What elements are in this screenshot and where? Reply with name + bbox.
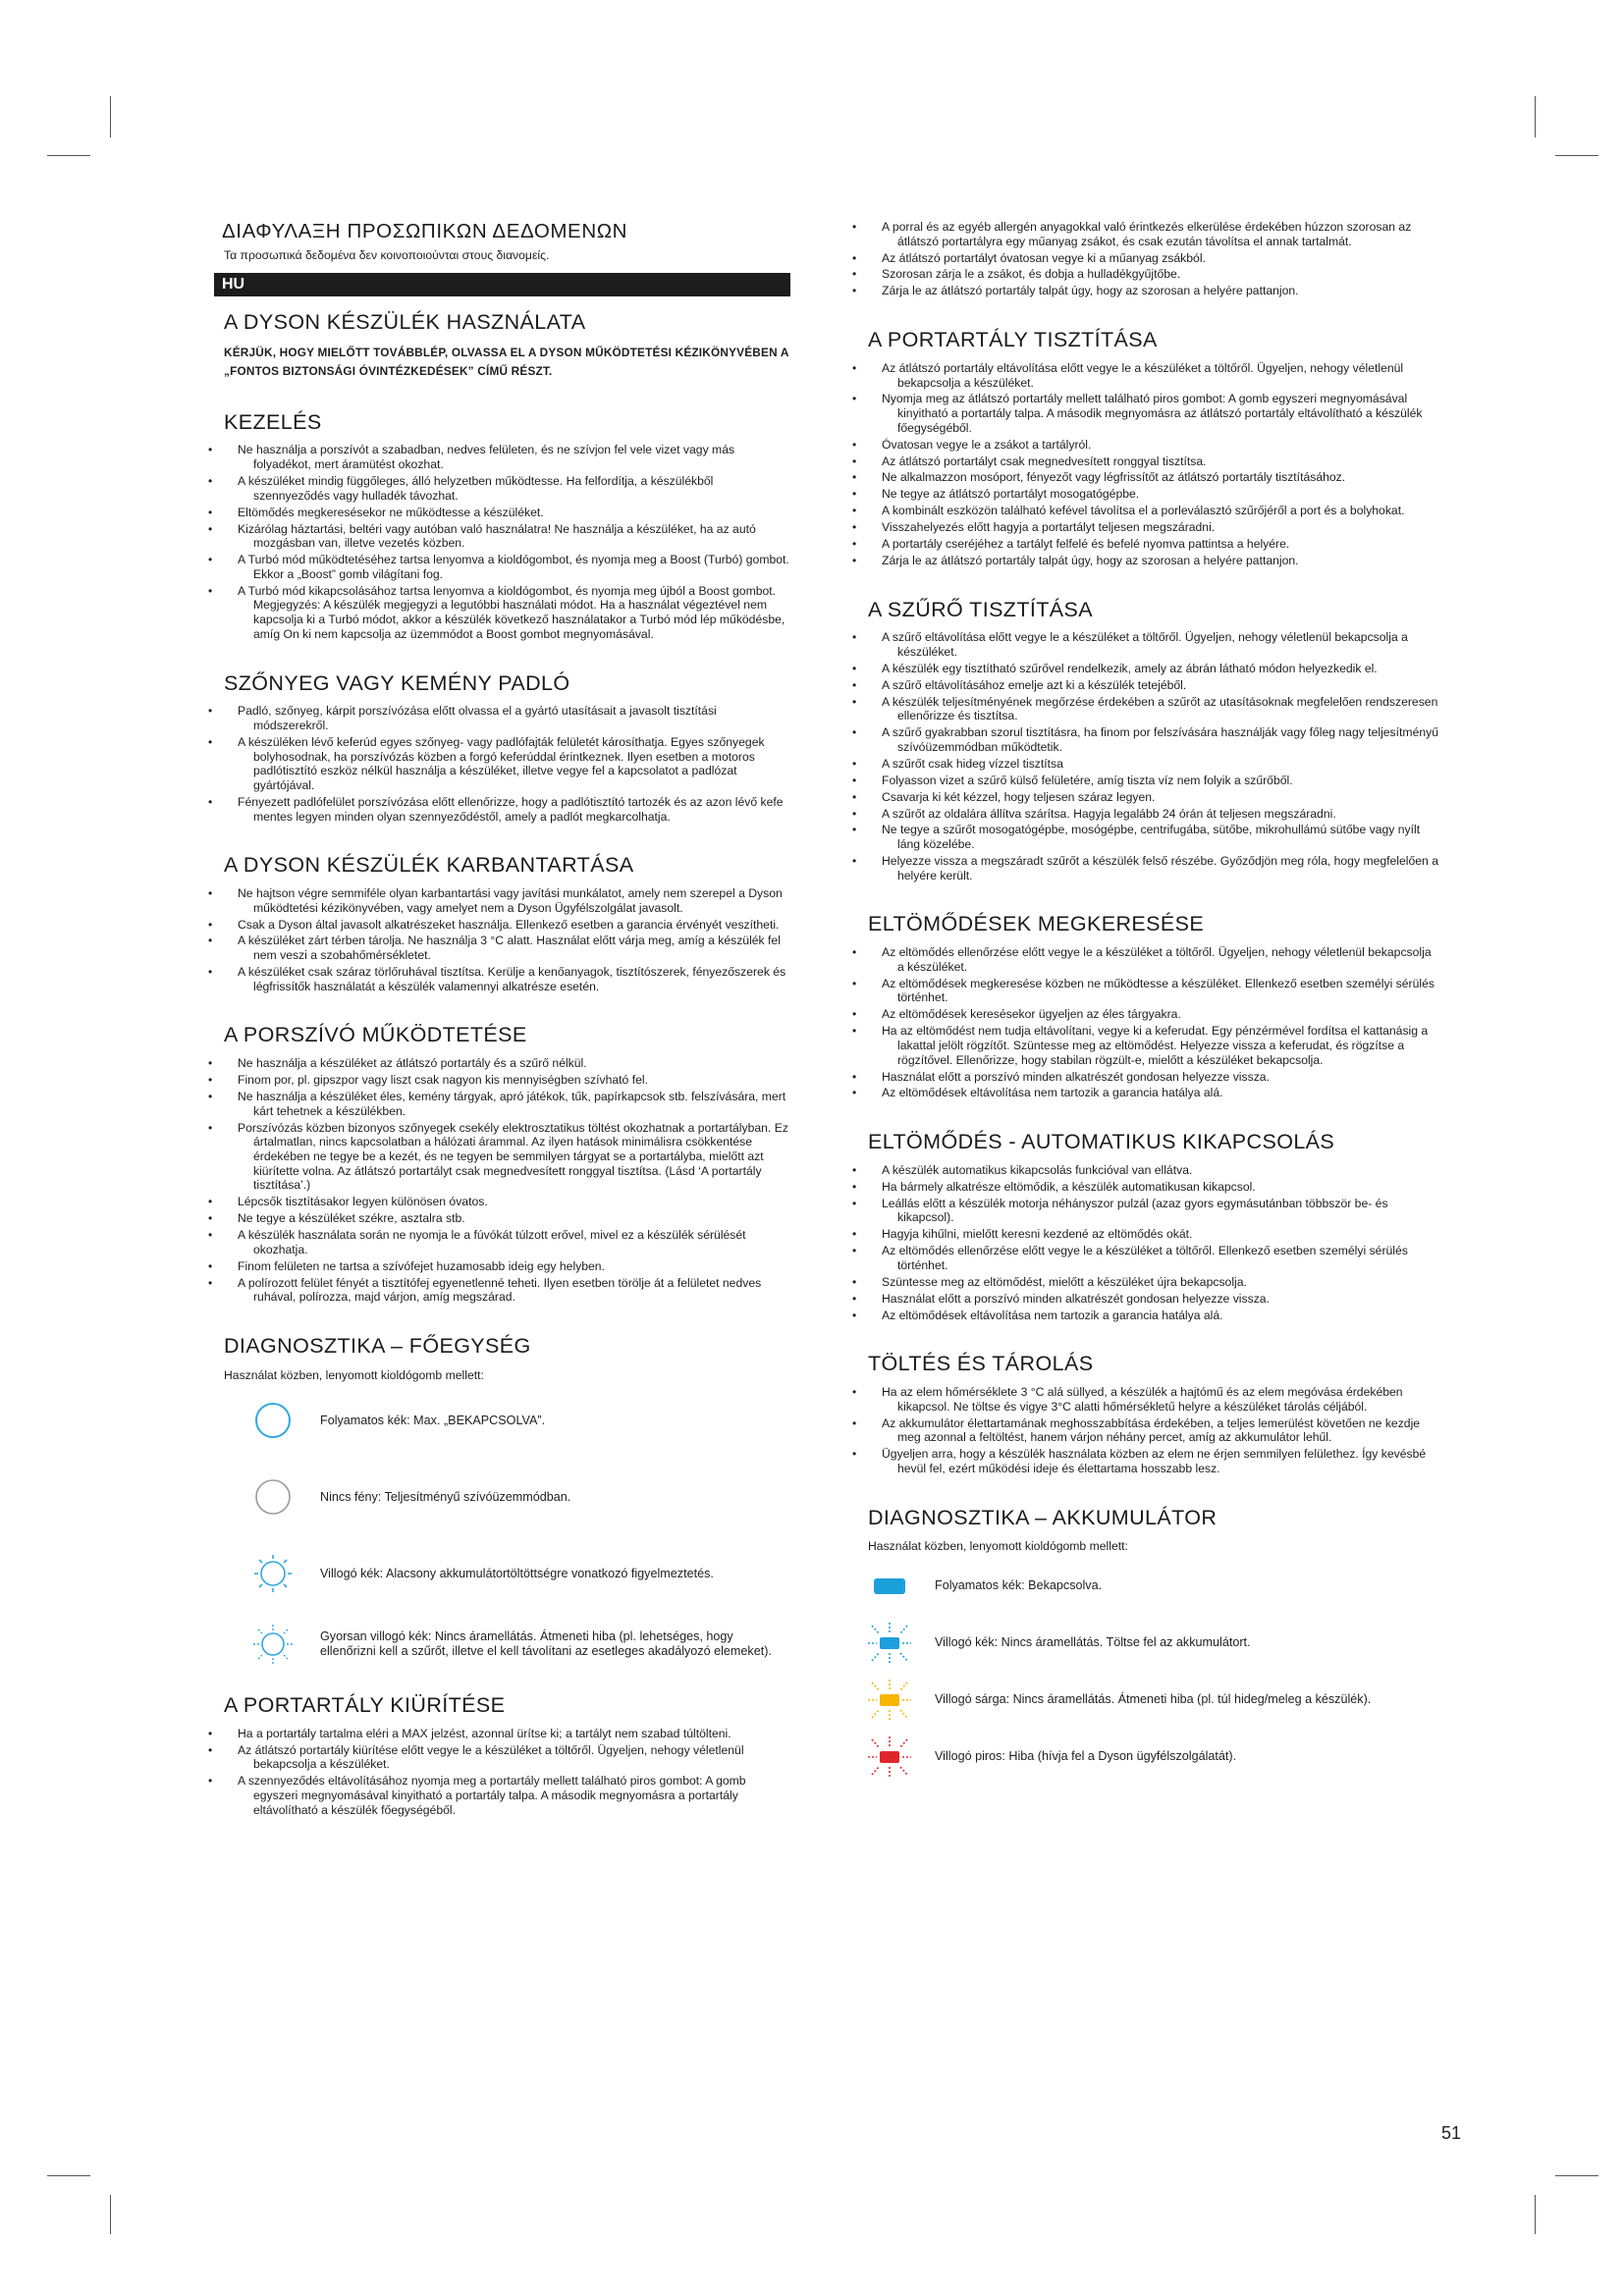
szuro-title: A SZŰRŐ TISZTÍTÁSA bbox=[868, 597, 1094, 621]
flashing-blue-ring-icon bbox=[253, 1554, 293, 1593]
list-item: • A készülék használata során ne nyomja le a fúvókát túlzott erővel, mivel ez a készülék sérülését okozhatja. bbox=[206, 1228, 790, 1256]
list-item: • Helyezze vissza a megszáradt szűrőt a készülék felső részébe. Győződjön meg róla, hogy megfelelően a helyére került. bbox=[850, 854, 1439, 882]
list-item: • Az eltömődések eltávolítása nem tartozik a garancia hatálya alá. bbox=[850, 1308, 1439, 1323]
eltomodes-title: ELTÖMŐDÉSEK MEGKERESÉSE bbox=[868, 912, 1205, 936]
list-item: • Csavarja ki két kézzel, hogy teljesen száraz legyen. bbox=[850, 790, 1439, 805]
list-item: • Fényezett padlófelület porszívózása előtt ellenőrizze, hogy a padlótisztító tartozék és az azon lévő kefe mentes legyen minden olyan szennyeződéstől, amely a padlót megkarcolhatja. bbox=[206, 795, 790, 824]
diag-text: Folyamatos kék: Max. „BEKAPCSOLVA”. bbox=[320, 1413, 546, 1427]
list-item: • Porszívózás közben bizonyos szőnyegek csekély elektrosztatikus töltést okozhatnak a portartályban. Ez ártalmatlan, nincs kapcsolatban a hálózati árammal. Az ilyen hatások minimálisra csökkentése érdekében ne tegye be a kezét, és ne tegyen be semmilyen tárgyat se a portartályba, mielőtt azt kiürítette volna. Az átlátszó portartályt csak megnedvesített ronggyal tisztítsa. (Lásd ‘A portartály tisztítása’.) bbox=[206, 1121, 790, 1194]
list-item: • A készülék teljesítményének megőrzése érdekében a szűrőt az utasításoknak megfelelően rendszeresen ellenőrizze és tisztítsa. bbox=[850, 695, 1439, 723]
list-item: • Szüntesse meg az eltömődést, mielőtt a készüléket újra bekapcsolja. bbox=[850, 1275, 1439, 1290]
karbantartas-title: A DYSON KÉSZÜLÉK KARBANTARTÁSA bbox=[224, 853, 634, 878]
toltes-section bbox=[850, 1352, 1439, 1475]
mukodtetes-list bbox=[206, 1056, 790, 1305]
diag-text: Gyorsan villogó kék: Nincs áramellátás. Átmeneti hiba (pl. lehetséges, hogy ellenőrizni kell a szűrőt, illetve el kell távolítani az esetleges akadályozó elemeket). bbox=[320, 1629, 772, 1659]
crop-mark bbox=[110, 2195, 111, 2234]
list-item: • Az átlátszó portartály eltávolítása előtt vegye le a készüléket a töltőről. Ügyeljen, nehogy véletlenül bekapcsolja a készüléket. bbox=[850, 361, 1439, 390]
list-item: • Visszahelyezés előtt hagyja a portartályt teljesen megszáradni. bbox=[850, 520, 1439, 535]
crop-mark bbox=[47, 2175, 90, 2176]
list-item: • Leállás előtt a készülék motorja néhányszor pulzál (azaz gyors egymásutánban többször be- és kikapcsol). bbox=[850, 1197, 1439, 1225]
list-item: • Az eltömődések eltávolítása nem tartozik a garancia hatálya alá. bbox=[850, 1086, 1439, 1100]
tisztitas-list bbox=[850, 361, 1439, 568]
list-item: • A szennyeződés eltávolításához nyomja meg a portartály mellett található piros gombot: A gomb egyszeri megnyomásával kinyitható a portartály talpa. A második megnyomásra a portartály eltávolítható a készülék főegységéből. bbox=[206, 1774, 790, 1817]
battery-row bbox=[868, 1679, 1439, 1722]
urites-continued-section bbox=[850, 220, 1439, 298]
privacy-section bbox=[206, 220, 790, 263]
tisztitas-section bbox=[850, 328, 1439, 568]
usage-section bbox=[206, 310, 790, 381]
list-item: • Ha bármely alkatrésze eltömődik, a készülék automatikusan kikapcsol. bbox=[850, 1180, 1439, 1195]
battery-text: Villogó piros: Hiba (hívja fel a Dyson ügyfélszolgálatát). bbox=[935, 1749, 1237, 1764]
list-item: • Ne használja a készüléket éles, kemény tárgyak, apró játékok, tűk, papírkapcsok stb. felszívására, mert kárt tehetnek a készülékben. bbox=[206, 1090, 790, 1118]
list-item: • A készülék egy tisztítható szűrővel rendelkezik, amely az ábrán látható módon helyezkedik el. bbox=[850, 662, 1439, 676]
szonyeg-title: SZŐNYEG VAGY KEMÉNY PADLÓ bbox=[224, 670, 570, 695]
list-item: • A készüléken lévő keferúd egyes szőnyeg- vagy padlófajták felületét károsíthatja. Egyes szőnyegek bolyhosodnak, ha porszívózás közben a forgó keferúddal érintkeznek. Ilyen esetben a motoros padlótisztító eszköz nélkül használja a készüléket, illetve vegye fel a kapcsolatot a padlózat gyártójával. bbox=[206, 735, 790, 793]
auto-title: ELTÖMŐDÉS - AUTOMATIKUS KIKAPCSOLÁS bbox=[868, 1130, 1335, 1154]
list-item: • Hagyja kihűlni, mielőtt keresni kezdené az eltömődés okát. bbox=[850, 1227, 1439, 1242]
list-item: • Ha az eltömődést nem tudja eltávolítani, vegye ki a keferudat. Egy pénzérmével fordítsa el kattanásig a lakattal jelölt rögzítőt. Szüntesse meg az eltömődést. Helyezze vissza a keferudat, és rögzítse a rögzítővel. Ellenőrizze, hogy stabilan rögzült-e, mielőtt a készüléket bekapcsolja. bbox=[850, 1024, 1439, 1067]
karbantartas-section bbox=[206, 853, 790, 993]
flashing-red-battery-icon bbox=[868, 1735, 911, 1779]
diag-main-intro: Használat közben, lenyomott kioldógomb mellett: bbox=[224, 1367, 484, 1382]
toltes-title: TÖLTÉS ÉS TÁROLÁS bbox=[868, 1352, 1094, 1376]
crop-mark bbox=[47, 155, 90, 156]
kezeles-title: KEZELÉS bbox=[224, 409, 322, 434]
list-item: • A Turbó mód kikapcsolásához tartsa lenyomva a kioldógombot, és nyomja meg újból a Boost gombot. Megjegyzés: A készülék megjegyzi a legutóbbi használati módot. Ha a használat végeztével nem kapcsolja ki a Turbó módot, akkor a készülék következő használatakor a Turbó mód lép működésbe, amíg On ki nem kapcsolja az üzemmódot a Boost gombot megnyomásával. bbox=[206, 584, 790, 642]
list-item: • Szorosan zárja le a zsákot, és dobja a hulladékgyűjtőbe. bbox=[850, 267, 1439, 282]
list-item: • Az eltömődés ellenőrzése előtt vegye le a készüléket a töltőről. Ügyeljen, nehogy véletlenül bekapcsolja a készüléket. bbox=[850, 945, 1439, 974]
list-item: • A szűrő eltávolításához emelje azt ki a készülék tetejéből. bbox=[850, 678, 1439, 693]
list-item: • Az átlátszó portartályt csak megnedvesített ronggyal tisztítsa. bbox=[850, 454, 1439, 469]
flashing-amber-battery-icon bbox=[868, 1679, 911, 1722]
list-item: • A kombinált eszközön található kefével távolítsa el a porleválasztó szűrőjéről a port és a bolyhokat. bbox=[850, 504, 1439, 518]
battery-row bbox=[868, 1565, 1439, 1608]
list-item: • A szűrő gyakrabban szorul tisztításra, ha finom por felszívására használják vagy főleg nagy teljesítményű szívóüzemmódban működtetik. bbox=[850, 725, 1439, 754]
diag-text: Villogó kék: Alacsony akkumulátortöltöttségre vonatkozó figyelmeztetés. bbox=[320, 1566, 714, 1580]
crop-mark bbox=[1555, 155, 1598, 156]
list-item: • Zárja le az átlátszó portartály talpát úgy, hogy az szorosan a helyére pattanjon. bbox=[850, 554, 1439, 568]
grey-ring-icon bbox=[253, 1477, 293, 1517]
list-item: • Az átlátszó portartály kiürítése előtt vegye le a készüléket a töltőről. Ügyeljen, nehogy véletlenül bekapcsolja a készüléket. bbox=[206, 1743, 790, 1772]
list-item: • Az eltömődések keresésekor ügyeljen az éles tárgyakra. bbox=[850, 1007, 1439, 1022]
crop-mark bbox=[1535, 96, 1536, 137]
szuro-list bbox=[850, 630, 1439, 882]
page-number: 51 bbox=[1441, 2123, 1462, 2143]
list-item: • Az eltömődés ellenőrzése előtt vegye le a készüléket a töltőről. Ellenkező esetben személyi sérülés történhet. bbox=[850, 1244, 1439, 1272]
diag-main-section bbox=[206, 1334, 790, 1664]
kezeles-section bbox=[206, 410, 790, 642]
urites-continued-list bbox=[850, 220, 1439, 298]
auto-list bbox=[850, 1163, 1439, 1322]
urites-title: A PORTARTÁLY KIÜRÍTÉSE bbox=[224, 1693, 506, 1718]
list-item: • A készüléket zárt térben tárolja. Ne használja 3 °C alatt. Használat előtt várja meg, amíg a készülék fel nem veszi a szobahőmérsékletet. bbox=[206, 934, 790, 962]
battery-text: Folyamatos kék: Bekapcsolva. bbox=[935, 1578, 1103, 1593]
crop-mark bbox=[1535, 2195, 1536, 2234]
usage-title: A DYSON KÉSZÜLÉK HASZNÁLATA bbox=[224, 310, 586, 335]
list-item: • Ne hajtson végre semmiféle olyan karbantartási vagy javítási munkálatot, amely nem szerepel a Dyson működtetési kézikönyvében, vagy amelyet nem a Dyson Ügyfélszolgálat javasolt. bbox=[206, 886, 790, 915]
list-item: • A Turbó mód működtetéséhez tartsa lenyomva a kioldógombot, és nyomja meg a Boost (Turbó) gombot. Ekkor a „Boost” gomb világítani fog. bbox=[206, 553, 790, 581]
diag-row bbox=[253, 1554, 790, 1593]
list-item: • Ne tegye a készüléket székre, asztalra stb. bbox=[206, 1211, 790, 1226]
list-item: • Lépcsők tisztításakor legyen különösen óvatos. bbox=[206, 1195, 790, 1209]
list-item: • Finom por, pl. gipszpor vagy liszt csak nagyon kis mennyiségben szívható fel. bbox=[206, 1073, 790, 1088]
left-column bbox=[206, 220, 790, 1820]
kezeles-list bbox=[206, 443, 790, 641]
list-item: • Óvatosan vegye le a zsákot a tartályról. bbox=[850, 438, 1439, 453]
list-item: • Padló, szőnyeg, kárpit porszívózása előtt olvassa el a gyártó utasításait a javasolt tisztítási módszerekről. bbox=[206, 704, 790, 732]
list-item: • Ügyeljen arra, hogy a készülék használata közben az elem ne érjen semmilyen felülethez. Így kevésbé hevül fel, ezért működési ideje és élettartama hosszabb lesz. bbox=[850, 1447, 1439, 1475]
list-item: • Ne tegye a szűrőt mosogatógépbe, mosógépbe, centrifugába, sütőbe, mikrohullámú sütőbe vagy nyílt láng közelébe. bbox=[850, 823, 1439, 851]
privacy-text: Τα προσωπικά δεδομένα δεν κοινοποιούνται στους διανομείς. bbox=[224, 247, 550, 262]
diag-text: Nincs fény: Teljesítményű szívóüzemmódban. bbox=[320, 1489, 571, 1504]
list-item: • Eltömődés megkeresésekor ne működtesse a készüléket. bbox=[206, 506, 790, 520]
crop-mark bbox=[1555, 2175, 1598, 2176]
solid-blue-ring-icon bbox=[253, 1401, 293, 1440]
battery-row bbox=[868, 1735, 1439, 1779]
battery-text: Villogó sárga: Nincs áramellátás. Átmeneti hiba (pl. túl hideg/meleg a készülék). bbox=[935, 1692, 1372, 1707]
diag-main-title: DIAGNOSZTIKA – FŐEGYSÉG bbox=[224, 1333, 531, 1358]
list-item: • A készüléket mindig függőleges, álló helyzetben működtesse. Ha felfordítja, a készülékből szennyeződés vagy hulladék távozhat. bbox=[206, 474, 790, 503]
eltomodes-section bbox=[850, 912, 1439, 1100]
battery-text: Villogó kék: Nincs áramellátás. Töltse fel az akkumulátort. bbox=[935, 1635, 1251, 1650]
toltes-list bbox=[850, 1385, 1439, 1476]
mukodtetes-title: A PORSZÍVÓ MŰKÖDTETÉSE bbox=[224, 1023, 527, 1047]
list-item: • A készülék automatikus kikapcsolás funkcióval van ellátva. bbox=[850, 1163, 1439, 1178]
privacy-title: ΔΙΑΦΥΛΑΞΗ ΠΡΟΣΩΠΙΚΩΝ ΔΕΔΟΜΕΝΩΝ bbox=[222, 220, 628, 242]
fast-flashing-blue-ring-icon bbox=[253, 1625, 293, 1664]
list-item: • A polírozott felület fényét a tisztítófej egyenetlenné teheti. Ilyen esetben törölje át a felületet nedves ruhával, polírozza, majd várjon, amíg megszárad. bbox=[206, 1276, 790, 1305]
battery-row bbox=[868, 1622, 1439, 1665]
safety-note: KÉRJÜK, HOGY MIELŐTT TOVÁBBLÉP, OLVASSA EL A DYSON MŰKÖDTETÉSI KÉZIKÖNYVÉBEN A „FONTOS BIZTONSÁGI ÓVINTÉZKEDÉSEK” CÍMŰ RÉSZT. bbox=[224, 345, 789, 378]
list-item: • A készüléket csak száraz törlőruhával tisztítsa. Kerülje a kenőanyagok, tisztítószerek, fényezőszerek és légfrissítők használatát a készülék valamennyi alkatrésze esetén. bbox=[206, 965, 790, 993]
list-item: • Kizárólag háztartási, beltéri vagy autóban való használatra! Ne használja a készüléket, ha az autó mozgásban van, illetve vezetés közben. bbox=[206, 522, 790, 551]
list-item: • Használat előtt a porszívó minden alkatrészét gondosan helyezze vissza. bbox=[850, 1070, 1439, 1085]
list-item: • Ne tegye az átlátszó portartályt mosogatógépbe. bbox=[850, 487, 1439, 502]
crop-mark bbox=[110, 96, 111, 137]
list-item: • A szűrőt csak hideg vízzel tisztítsa bbox=[850, 757, 1439, 772]
auto-section bbox=[850, 1130, 1439, 1322]
list-item: • Használat előtt a porszívó minden alkatrészét gondosan helyezze vissza. bbox=[850, 1292, 1439, 1307]
list-item: • A szűrőt az oldalára állítva szárítsa. Hagyja legalább 24 órán át teljesen megszáradni. bbox=[850, 807, 1439, 822]
right-column bbox=[850, 220, 1439, 1779]
list-item: • Ne használja a készüléket az átlátszó portartály és a szűrő nélkül. bbox=[206, 1056, 790, 1071]
list-item: • Folyasson vizet a szűrő külső felületére, amíg tiszta víz nem folyik a szűrőből. bbox=[850, 774, 1439, 788]
diag-battery-title: DIAGNOSZTIKA – AKKUMULÁTOR bbox=[868, 1505, 1218, 1529]
list-item: • Finom felületen ne tartsa a szívófejet huzamosabb ideig egy helyben. bbox=[206, 1259, 790, 1274]
list-item: • Csak a Dyson által javasolt alkatrészeket használja. Ellenkező esetben a garancia érvényét veszítheti. bbox=[206, 918, 790, 933]
karbantartas-list bbox=[206, 886, 790, 993]
szonyeg-section bbox=[206, 671, 790, 825]
list-item: • Ha a portartály tartalma eléri a MAX jelzést, azonnal ürítse ki; a tartályt nem szabad túltölteni. bbox=[206, 1727, 790, 1741]
list-item: • A porral és az egyéb allergén anyagokkal való érintkezés elkerülése érdekében húzzon szorosan az átlátszó portartályra egy műanyag zsákot, és csak ezután távolítsa el annak tartalmát. bbox=[850, 220, 1439, 248]
diag-row bbox=[253, 1477, 790, 1517]
diag-row bbox=[253, 1401, 790, 1440]
list-item: • Az akkumulátor élettartamának meghosszabbítása érdekében, a teljes lemerülést követően ne kezdje meg azonnal a feltöltést, hanem várjon néhány percet, amíg az akkumulátor lehűl. bbox=[850, 1416, 1439, 1445]
tisztitas-title: A PORTARTÁLY TISZTÍTÁSA bbox=[868, 328, 1158, 352]
language-bar: HU bbox=[214, 273, 790, 296]
solid-blue-battery-icon bbox=[868, 1565, 911, 1608]
list-item: • Ne használja a porszívót a szabadban, nedves felületen, és ne szívjon fel vele vizet vagy más folyadékot, mert áramütést okozhat. bbox=[206, 443, 790, 471]
list-item: • Az átlátszó portartályt óvatosan vegye ki a műanyag zsákból. bbox=[850, 251, 1439, 266]
list-item: • A portartály cseréjéhez a tartályt felfelé és befelé nyomva pattintsa a helyére. bbox=[850, 537, 1439, 552]
diag-battery-section bbox=[850, 1506, 1439, 1779]
list-item: • Ne alkalmazzon mosóport, fényezőt vagy légfrissítőt az átlátszó portartály tisztításához. bbox=[850, 470, 1439, 485]
list-item: • Ha az elem hőmérséklete 3 °C alá süllyed, a készülék a hajtómű és az elem megóvása érdekében kikapcsol. Ne töltse és vigye 3°C alatti hőmérsékletű helyre a készüléket tárolás céljából. bbox=[850, 1385, 1439, 1414]
mukodtetes-section bbox=[206, 1023, 790, 1304]
diag-row bbox=[253, 1625, 790, 1664]
szonyeg-list bbox=[206, 704, 790, 824]
list-item: • A szűrő eltávolítása előtt vegye le a készüléket a töltőről. Ügyeljen, nehogy véletlenül bekapcsolja a készüléket. bbox=[850, 630, 1439, 659]
list-item: • Nyomja meg az átlátszó portartály mellett található piros gombot: A gomb egyszeri megnyomásával kinyitható a portartály talpa. A második megnyomásra az átlátszó portartály eltávolítható a készülék főegységéből. bbox=[850, 392, 1439, 435]
urites-section bbox=[206, 1693, 790, 1817]
eltomodes-list bbox=[850, 945, 1439, 1100]
list-item: • Zárja le az átlátszó portartály talpát úgy, hogy az szorosan a helyére pattanjon. bbox=[850, 284, 1439, 298]
list-item: • Az eltömődések megkeresése közben ne működtesse a készüléket. Ellenkező esetben személyi sérülés történhet. bbox=[850, 977, 1439, 1005]
diag-battery-intro: Használat közben, lenyomott kioldógomb mellett: bbox=[868, 1539, 1128, 1554]
szuro-section bbox=[850, 598, 1439, 883]
urites-list bbox=[206, 1727, 790, 1818]
flashing-blue-battery-icon bbox=[868, 1622, 911, 1665]
